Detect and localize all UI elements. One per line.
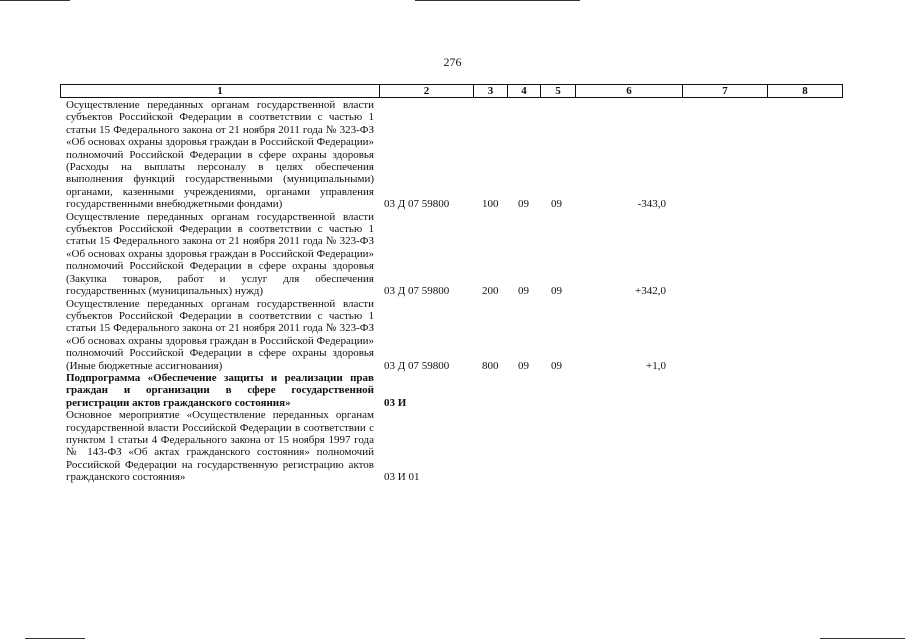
row-section: 09 [518,359,529,372]
row-description: Осуществление переданных органам государственной власти субъектов Российской Федерации в соответствии с частью 1 статьи 15 Федерального закона от 21 ноября 2011 года № 323-ФЗ «Об основах охраны здоровья граждан в Российской Федерации» полномочий Российской Федерации в сфере охраны здоровья (Иные бюджетные ассигнования) [66,297,374,372]
row-description: Осуществление переданных органам государственной власти субъектов Российской Федерации в соответствии с частью 1 статьи 15 Федерального закона от 21 ноября 2011 года № 323-ФЗ «Об основах охраны здоровья граждан в Российской Федерации» полномочий Российской Федерации в сфере охраны здоровья (Закупка товаров, работ и услуг для обеспечения государственных (муниципальных) нужд) [66,210,374,298]
column-header-5: 5 [540,85,575,97]
row-description: Основное мероприятие «Осуществление переданных органам государственной власти Российской Федерации в соответствии с пунктом 1 статьи 4 Федерального закона от 15 ноября 1997 года № 143-ФЗ «Об актах гражданского состояния» полномочий Российской Федерации на государственную регистрацию актов гражданского состояния» [66,409,374,484]
column-header-1: 1 [217,85,223,97]
row-subsection: 09 [551,359,562,372]
row-target-code: 03 Д 07 59800 [384,285,450,298]
scan-edge-bottom-left [25,638,85,639]
page-number: 276 [443,55,462,69]
table-row [66,372,846,409]
table-header [60,84,843,98]
column-header-6: 6 [575,85,682,97]
column-header-4: 4 [507,85,540,97]
row-target-code: 03 Д 07 59800 [384,198,450,211]
row-target-code: 03 И [384,396,407,409]
column-header-8: 8 [767,85,842,97]
row-section: 09 [518,285,529,298]
row-expense-type: 100 [482,198,499,211]
row-amount: -343,0 [637,198,666,211]
table-body [66,99,846,484]
row-target-code: 03 И 01 [384,471,420,484]
scan-edge-top-center [415,0,580,1]
table-row [66,211,846,298]
row-subsection: 09 [551,285,562,298]
row-section: 09 [518,198,529,211]
row-amount: +1,0 [646,359,666,372]
row-description: Осуществление переданных органам государственной власти субъектов Российской Федерации в соответствии с частью 1 статьи 15 Федерального закона от 21 ноября 2011 года № 323-ФЗ «Об основах охраны здоровья граждан в Российской Федерации» полномочий Российской Федерации в сфере охраны здоровья (Расходы на выплаты персоналу в целях обеспечения выполнения функций государственными (муниципальными) органами, казенными учреждениями, органами управления государственными внебюджетными фондами) [66,99,374,211]
table-row [66,409,846,483]
table-row [66,298,846,372]
row-subsection: 09 [551,198,562,211]
row-expense-type: 800 [482,359,499,372]
scan-edge-bottom-right [820,638,905,639]
row-amount: +342,0 [635,285,666,298]
row-description: Подпрограмма «Обеспечение защиты и реализации прав граждан и организации в сфере государственной регистрации актов гражданского состояния» [66,371,374,409]
column-header-2: 2 [379,85,473,97]
column-header-3: 3 [473,85,507,97]
table-row [66,99,846,211]
scan-edge-top-left [0,0,70,1]
row-target-code: 03 Д 07 59800 [384,359,450,372]
column-header-7: 7 [682,85,767,97]
row-expense-type: 200 [482,285,499,298]
